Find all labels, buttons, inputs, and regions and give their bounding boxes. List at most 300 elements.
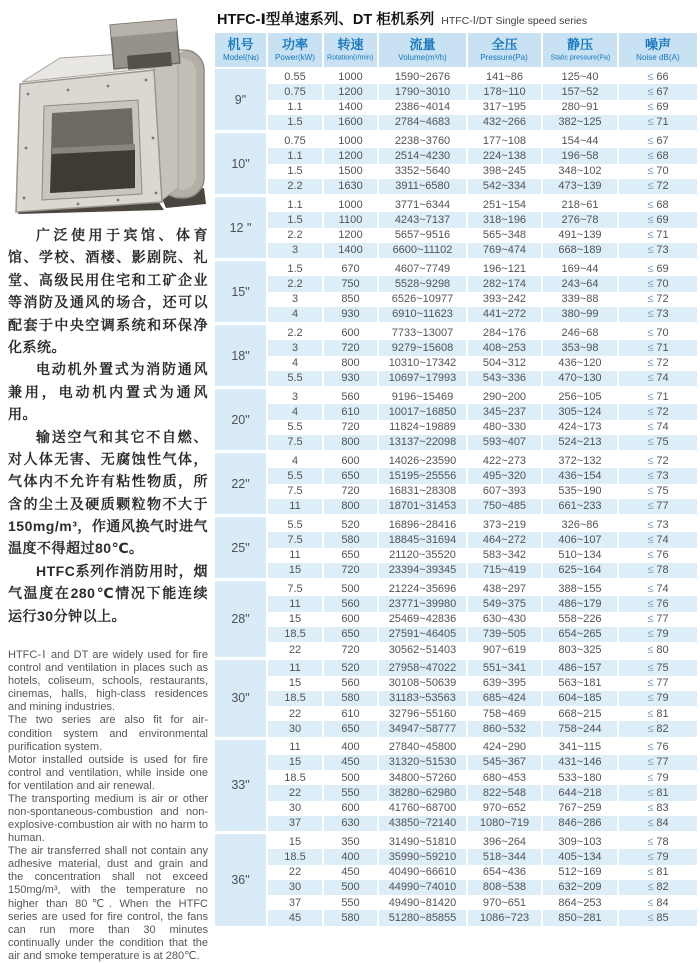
table-cell: 27958~47022 [379,660,468,675]
noise-value: 76 [656,549,669,562]
table-row [268,895,697,910]
table-cell: 2.2 [268,325,324,340]
spec-table [215,33,697,926]
table-cell: 720 [324,563,379,578]
table-cell [619,770,697,785]
table-cell: 560 [324,676,379,691]
table-cell: 27591~46405 [379,627,468,642]
column-header-cn: 功率 [281,36,308,52]
table-cell: 560 [324,389,379,404]
table-cell [619,801,697,816]
table-cell: 224~138 [468,148,543,163]
model-cell: 30" [215,660,268,736]
table-cell: 18.5 [268,770,324,785]
table-cell: 0.75 [268,133,324,148]
group-rows [268,197,697,258]
table-cell: 5.5 [268,371,324,386]
leq-symbol: ≤ [647,549,654,562]
noise-value: 73 [656,518,669,531]
table-cell: 25469~42836 [379,612,468,627]
table-cell: 450 [324,865,379,880]
table-cell: 2.2 [268,179,324,194]
table-row [268,660,697,675]
noise-value: 80 [656,643,669,656]
table-cell: 1790~3010 [379,84,468,99]
noise-value: 77 [656,613,669,626]
model-group [215,389,697,450]
table-cell: 21120~35520 [379,548,468,563]
table-cell: 49490~81420 [379,895,468,910]
table-cell: 970~651 [468,895,543,910]
noise-value: 71 [656,229,669,242]
table-cell: 38280~62980 [379,785,468,800]
leq-symbol: ≤ [647,198,654,211]
leq-symbol: ≤ [647,277,654,290]
table-row [268,179,697,194]
table-row [268,420,697,435]
table-cell [619,627,697,642]
table-cell: 22 [268,785,324,800]
table-cell [619,435,697,450]
table-cell [619,676,697,691]
noise-value: 79 [656,771,669,784]
table-row [268,84,697,99]
table-cell [619,307,697,322]
leq-symbol: ≤ [647,469,654,482]
table-cell: 398~245 [468,164,543,179]
table-cell: 1.5 [268,164,324,179]
table-cell: 41760~68700 [379,801,468,816]
table-cell [619,532,697,547]
table-cell [619,100,697,115]
group-rows [268,740,697,832]
noise-value: 75 [656,485,669,498]
table-cell: 644~218 [543,785,619,800]
table-cell: 243~64 [543,276,619,291]
column-header [619,33,697,67]
table-cell [619,420,697,435]
noise-value: 82 [656,722,669,735]
model-group [215,740,697,832]
table-cell: 583~342 [468,548,543,563]
table-cell [619,389,697,404]
table-cell: 13137~22098 [379,435,468,450]
table-cell: 800 [324,499,379,514]
table-cell: 758~244 [543,721,619,736]
group-rows [268,581,697,657]
table-cell: 661~233 [543,499,619,514]
table-cell [619,276,697,291]
table-cell: 34800~57260 [379,770,468,785]
model-cell: 15" [215,261,268,322]
noise-value: 82 [656,881,669,894]
table-row [268,849,697,864]
leq-symbol: ≤ [647,180,654,193]
column-header-cn: 机号 [227,36,254,52]
table-cell: 800 [324,435,379,450]
paragraph-cn: 输送空气和其它不自燃、对人体无害、无腐蚀性气体，气体内不允许有粘性物质，所含的尘土及硬质颗粒物不大于150mg/m³，作通风换气时进气温度不得超过80℃。 [8,428,208,557]
table-cell [619,356,697,371]
table-cell: 23771~39980 [379,596,468,611]
leq-symbol: ≤ [647,722,654,735]
table-cell [619,865,697,880]
table-cell: 30562~51403 [379,642,468,657]
noise-value: 78 [656,835,669,848]
leq-symbol: ≤ [647,866,654,879]
model-group [215,581,697,657]
noise-value: 71 [656,341,669,354]
table-cell [619,292,697,307]
noise-value: 72 [656,293,669,306]
table-cell: 580 [324,910,379,925]
noise-value: 67 [656,134,669,147]
table-cell: 720 [324,420,379,435]
table-cell [619,660,697,675]
table-cell: 431~146 [543,755,619,770]
leq-symbol: ≤ [647,613,654,626]
paragraph-en: Motor installed outside is used for fire control and ventilation, while inside one for ventilation and air renewal. [8,753,208,792]
right-column [213,0,700,924]
noise-value: 69 [656,262,669,275]
table-cell: 400 [324,849,379,864]
group-rows [268,69,697,130]
table-row [268,706,697,721]
table-row [268,69,697,84]
column-header-en: Power(kW) [275,52,315,62]
leq-symbol: ≤ [647,326,654,339]
table-cell [619,706,697,721]
table-cell: 436~154 [543,468,619,483]
table-cell: 518~344 [468,849,543,864]
model-group [215,660,697,736]
table-cell: 560 [324,596,379,611]
table-cell: 11 [268,596,324,611]
table-cell: 380~99 [543,307,619,322]
column-header-en: Volume(m³/h) [398,52,447,62]
table-cell: 650 [324,468,379,483]
noise-value: 72 [656,357,669,370]
table-row [268,865,697,880]
table-cell [619,691,697,706]
table-cell: 822~548 [468,785,543,800]
table-body [215,69,697,926]
model-group [215,197,697,258]
noise-value: 72 [656,405,669,418]
group-rows [268,453,697,514]
leq-symbol: ≤ [647,707,654,720]
table-cell [619,115,697,130]
table-cell: 339~88 [543,292,619,307]
table-cell: 0.75 [268,84,324,99]
table-row [268,834,697,849]
model-group [215,517,697,578]
table-cell: 685~424 [468,691,543,706]
table-cell: 11 [268,740,324,755]
table-cell: 177~108 [468,133,543,148]
table-cell: 341~115 [543,740,619,755]
table-cell: 31183~53563 [379,691,468,706]
column-header-cn: 静压 [566,36,593,52]
table-cell: 1000 [324,69,379,84]
table-cell: 4 [268,404,324,419]
table-cell: 491~139 [543,228,619,243]
table-cell [619,816,697,831]
noise-value: 78 [656,564,669,577]
column-header [468,33,543,67]
table-cell: 486~179 [543,596,619,611]
leq-symbol: ≤ [647,786,654,799]
group-rows [268,389,697,450]
table-cell: 1.5 [268,115,324,130]
table-cell [619,371,697,386]
leq-symbol: ≤ [647,421,654,434]
table-cell: 6600~11102 [379,243,468,258]
noise-value: 79 [656,628,669,641]
model-group [215,325,697,386]
leq-symbol: ≤ [647,911,654,924]
table-row [268,517,697,532]
column-header-cn: 流量 [409,36,436,52]
table-cell: 196~58 [543,148,619,163]
table-cell: 6910~11623 [379,307,468,322]
table-cell: 51280~85855 [379,910,468,925]
table-cell: 15 [268,676,324,691]
table-cell: 40490~66610 [379,865,468,880]
table-cell: 21224~35696 [379,581,468,596]
table-cell: 4243~7137 [379,212,468,227]
table-cell [619,133,697,148]
table-cell [619,453,697,468]
model-cell: 22" [215,453,268,514]
leq-symbol: ≤ [647,564,654,577]
table-row [268,801,697,816]
table-cell: 1200 [324,148,379,163]
table-cell: 246~68 [543,325,619,340]
leq-symbol: ≤ [647,518,654,531]
table-cell: 16831~28308 [379,484,468,499]
table-cell [619,880,697,895]
leq-symbol: ≤ [647,896,654,909]
table-cell [619,642,697,657]
table-cell: 607~393 [468,484,543,499]
paragraph-cn: 广泛使用于宾馆、体育馆、学校、酒楼、影剧院、礼堂、高级民用住宅和工矿企业等消防及通风的场合，还可以配套于中央空调系统和环保净化系统。 [8,227,208,355]
table-cell: 1500 [324,164,379,179]
table-cell: 1400 [324,243,379,258]
table-cell [619,499,697,514]
table-cell: 535~190 [543,484,619,499]
table-cell: 520 [324,517,379,532]
noise-value: 74 [656,372,669,385]
column-header [543,33,619,67]
table-cell: 22 [268,865,324,880]
group-rows [268,133,697,194]
table-row [268,307,697,322]
table-cell: 422~273 [468,453,543,468]
table-row [268,212,697,227]
table-cell: 35990~59210 [379,849,468,864]
noise-value: 85 [656,911,669,924]
group-rows [268,517,697,578]
group-rows [268,325,697,386]
table-cell: 169~44 [543,261,619,276]
table-row [268,100,697,115]
table-cell: 11824~19889 [379,420,468,435]
column-header-en: Noise dB(A) [636,52,680,62]
table-cell: 372~132 [543,453,619,468]
table-cell: 2386~4014 [379,100,468,115]
table-cell: 37 [268,895,324,910]
table-cell: 846~286 [543,816,619,831]
table-cell: 510~134 [543,548,619,563]
paragraph-en: The air transferred shall not contain any adhesive material, dust and grain and the concentration shall not exceed 150mg/m³, with the temperature no higher than 80℃. When the HTFC series are used for fire control, the fans can run more than 30 minutes continually under the condition that the air and smoke temperature is at 280℃. [8,845,208,962]
table-cell: 3911~6580 [379,179,468,194]
table-row [268,596,697,611]
table-cell: 3 [268,292,324,307]
table-cell: 7.5 [268,435,324,450]
table-cell: 18.5 [268,691,324,706]
leq-symbol: ≤ [647,85,654,98]
paragraph-cn: 电动机外置式为消防通风兼用，电动机内置式为通风用。 [8,361,208,423]
table-row [268,292,697,307]
table-row [268,499,697,514]
table-cell: 864~253 [543,895,619,910]
table-cell: 11 [268,499,324,514]
table-header-row [215,33,697,67]
table-cell: 326~86 [543,517,619,532]
table-cell: 10697~17993 [379,371,468,386]
table-cell: 424~173 [543,420,619,435]
table-cell [619,164,697,179]
table-cell: 4 [268,453,324,468]
table-cell: 549~375 [468,596,543,611]
column-header-en: Static pressure(Pa) [550,52,610,62]
table-cell: 650 [324,721,379,736]
noise-value: 83 [656,802,669,815]
model-cell: 20" [215,389,268,450]
table-cell: 4 [268,307,324,322]
table-cell: 251~154 [468,197,543,212]
table-cell [619,148,697,163]
table-cell: 450 [324,755,379,770]
table-cell: 282~174 [468,276,543,291]
noise-value: 75 [656,661,669,674]
leq-symbol: ≤ [647,293,654,306]
model-group [215,834,697,926]
leq-symbol: ≤ [647,134,654,147]
leq-symbol: ≤ [647,70,654,83]
table-cell [619,895,697,910]
table-cell: 388~155 [543,581,619,596]
leq-symbol: ≤ [647,597,654,610]
table-row [268,148,697,163]
table-cell: 495~320 [468,468,543,483]
column-header [379,33,468,67]
table-cell: 593~407 [468,435,543,450]
table-cell: 154~44 [543,133,619,148]
table-cell: 284~176 [468,325,543,340]
table-cell: 1000 [324,197,379,212]
table-cell [619,785,697,800]
table-cell: 1400 [324,100,379,115]
table-cell: 16896~28416 [379,517,468,532]
model-cell: 36" [215,834,268,926]
table-cell: 432~266 [468,115,543,130]
page-title [217,8,697,30]
table-cell: 34947~58777 [379,721,468,736]
table-row [268,581,697,596]
table-cell: 524~213 [543,435,619,450]
table-cell: 1.1 [268,100,324,115]
table-cell: 650 [324,548,379,563]
table-cell: 196~121 [468,261,543,276]
table-cell: 4 [268,356,324,371]
leq-symbol: ≤ [647,582,654,595]
table-row [268,325,697,340]
table-cell: 30 [268,801,324,816]
table-cell [619,243,697,258]
table-row [268,785,697,800]
leq-symbol: ≤ [647,341,654,354]
table-cell: 23394~39345 [379,563,468,578]
table-cell: 218~61 [543,197,619,212]
table-cell: 610 [324,706,379,721]
table-cell: 970~652 [468,801,543,816]
table-cell: 720 [324,484,379,499]
noise-value: 79 [656,850,669,863]
table-cell [619,84,697,99]
table-cell: 543~336 [468,371,543,386]
table-cell: 5.5 [268,468,324,483]
table-cell: 1.1 [268,148,324,163]
table-cell: 668~215 [543,706,619,721]
model-cell: 28" [215,581,268,657]
product-photo [8,8,208,216]
table-row [268,115,697,130]
table-cell: 290~200 [468,389,543,404]
leq-symbol: ≤ [647,756,654,769]
table-cell: 670 [324,261,379,276]
table-cell: 353~98 [543,340,619,355]
table-cell: 2238~3760 [379,133,468,148]
table-cell: 625~164 [543,563,619,578]
table-cell: 500 [324,581,379,596]
table-cell: 3 [268,243,324,258]
table-row [268,676,697,691]
group-rows [268,261,697,322]
table-cell: 3771~6344 [379,197,468,212]
table-row [268,197,697,212]
model-cell: 9" [215,69,268,130]
noise-value: 68 [656,198,669,211]
table-cell [619,721,697,736]
table-row [268,642,697,657]
table-cell: 533~180 [543,770,619,785]
table-row [268,356,697,371]
table-row [268,243,697,258]
table-cell: 438~297 [468,581,543,596]
table-row [268,276,697,291]
noise-value: 67 [656,85,669,98]
column-header [215,33,268,67]
model-cell: 25" [215,517,268,578]
table-cell [619,548,697,563]
table-cell: 907~619 [468,642,543,657]
table-cell: 22 [268,642,324,657]
table-cell: 600 [324,612,379,627]
column-header-cn: 噪声 [644,36,671,52]
table-cell: 18.5 [268,849,324,864]
table-cell: 1080~719 [468,816,543,831]
